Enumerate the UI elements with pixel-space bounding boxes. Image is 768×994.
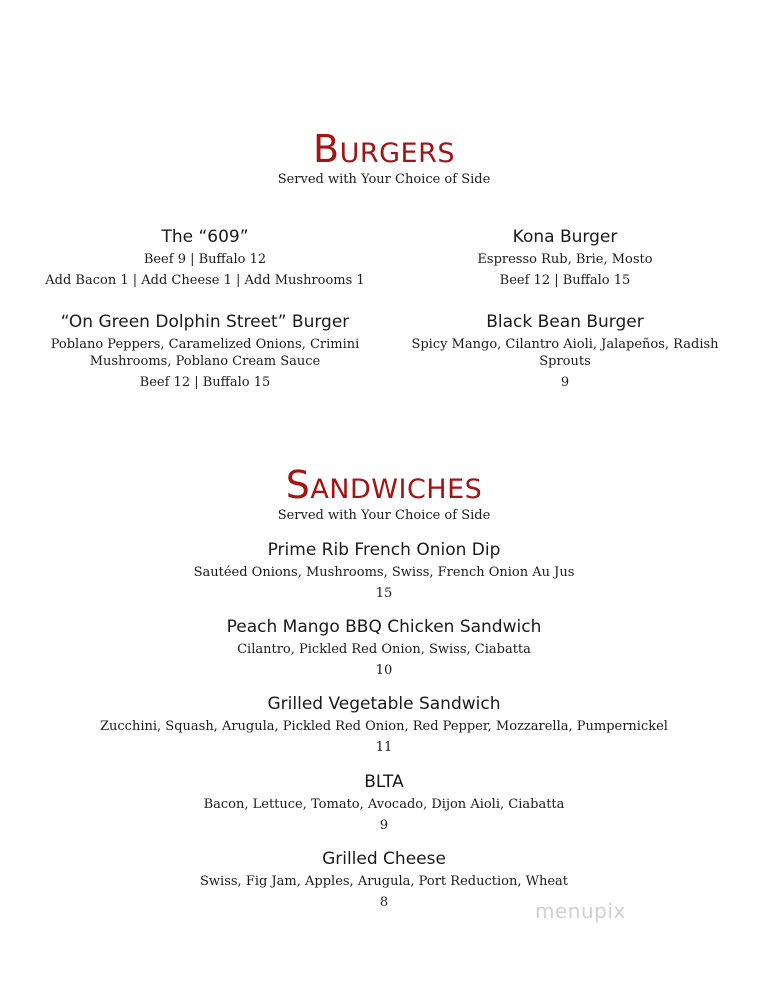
item-description: Zucchini, Squash, Arugula, Pickled Red Onion, Red Pepper, Mozzarella, Pumpernickel — [100, 719, 668, 734]
menu-item-peach-mango-bbq-chicken — [0, 616, 768, 683]
item-name: “On Green Dolphin Street” Burger — [60, 312, 350, 332]
item-name: Prime Rib French Onion Dip — [267, 540, 501, 560]
item-price: 11 — [375, 740, 393, 755]
item-description: Cilantro, Pickled Red Onion, Swiss, Ciabatta — [237, 642, 531, 657]
sandwiches-section-subtitle: Served with Your Choice of Side — [277, 508, 491, 523]
item-price: 15 — [375, 586, 393, 601]
item-price: 10 — [375, 663, 393, 678]
burgers-section-subtitle: Served with Your Choice of Side — [277, 172, 491, 187]
menu-item-609 — [30, 226, 380, 293]
item-extras: Add Bacon 1 | Add Cheese 1 | Add Mushrooms 1 — [45, 273, 365, 288]
burgers-section-title: Burgers — [313, 127, 455, 171]
sandwiches-section-title: Sandwiches — [285, 463, 483, 507]
item-price: Beef 9 | Buffalo 12 — [143, 252, 267, 267]
item-description: Spicy Mango, Cilantro Aioli, Jalapeños, Radish Sprouts — [411, 337, 719, 369]
item-description: Swiss, Fig Jam, Apples, Arugula, Port Reduction, Wheat — [200, 874, 568, 889]
item-price: 9 — [379, 818, 389, 833]
item-price: Beef 12 | Buffalo 15 — [139, 375, 271, 390]
item-name: Grilled Vegetable Sandwich — [267, 694, 501, 714]
item-name: Grilled Cheese — [322, 849, 446, 869]
menu-item-green-dolphin-burger — [40, 311, 370, 395]
item-name: Peach Mango BBQ Chicken Sandwich — [226, 617, 542, 637]
item-name: Kona Burger — [512, 227, 618, 247]
item-description: Bacon, Lettuce, Tomato, Avocado, Dijon Aioli, Ciabatta — [203, 797, 565, 812]
menu-item-black-bean-burger — [405, 311, 725, 395]
menu-item-grilled-vegetable — [0, 693, 768, 760]
item-price: Beef 12 | Buffalo 15 — [499, 273, 631, 288]
item-name: BLTA — [364, 772, 404, 792]
menu-item-grilled-cheese — [0, 848, 768, 915]
item-description: Espresso Rub, Brie, Mosto — [477, 252, 653, 267]
item-price: 8 — [379, 895, 389, 910]
item-price: 9 — [560, 375, 570, 390]
menu-item-kona-burger — [400, 226, 730, 293]
menupix-watermark: menupix — [535, 899, 626, 923]
item-name: Black Bean Burger — [486, 312, 644, 332]
menu-item-blta — [0, 771, 768, 838]
item-name: The “609” — [161, 227, 249, 247]
item-description: Sautéed Onions, Mushrooms, Swiss, French Onion Au Jus — [193, 565, 575, 580]
menu-item-prime-rib-dip — [0, 539, 768, 606]
item-description: Poblano Peppers, Caramelized Onions, Crimini Mushrooms, Poblano Cream Sauce — [50, 337, 360, 369]
